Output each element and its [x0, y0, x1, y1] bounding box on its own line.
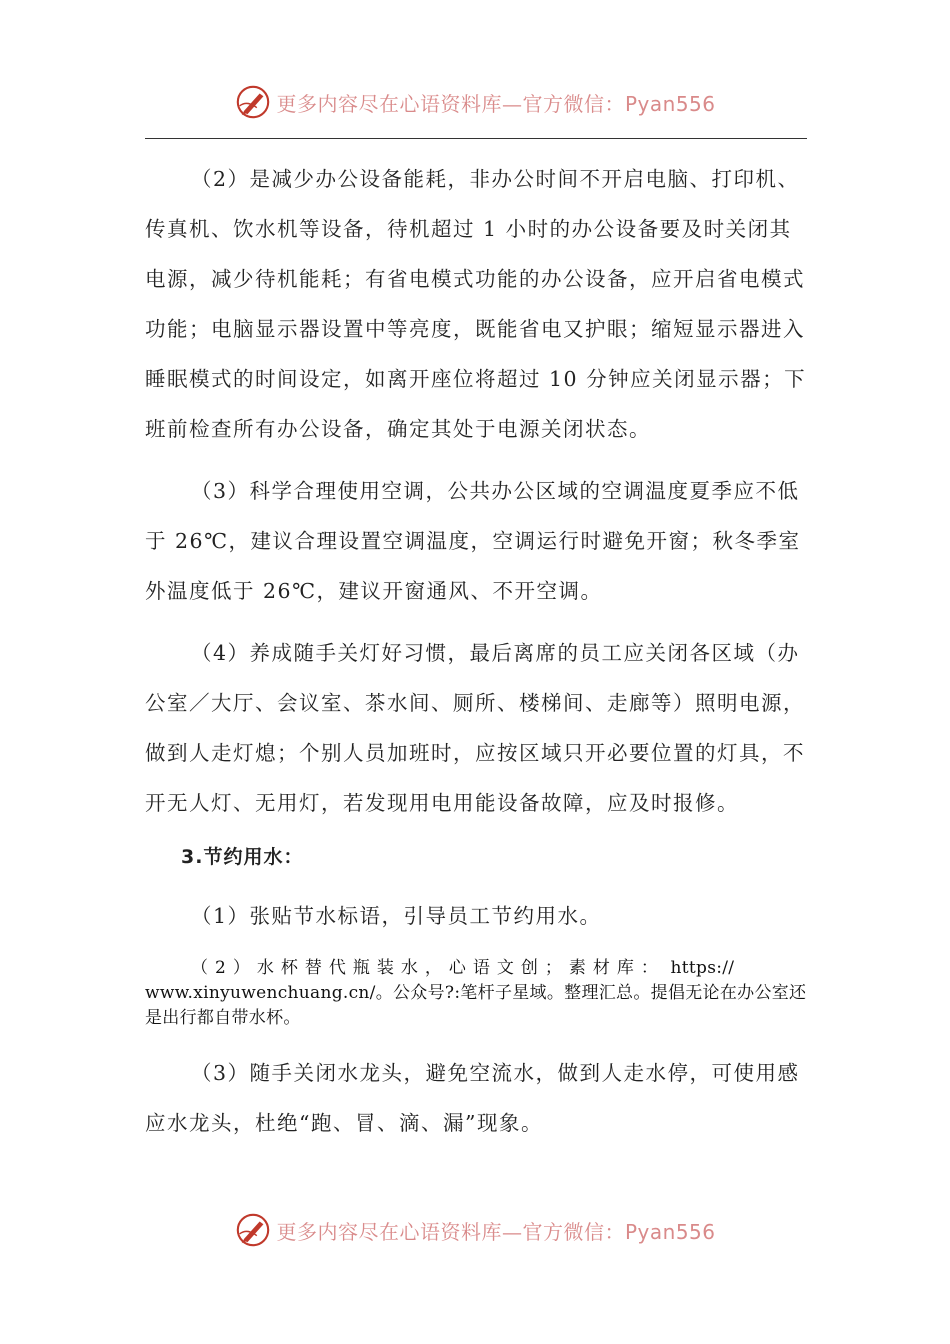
footer-banner [0, 1208, 950, 1252]
paragraph-water-cup: （2）水杯替代瓶装水，心语文创；素材库： https:// www.xinyuwenchuang.cn/。公众号?:笔杆子星域。整理汇总。提倡无论在办公室还是出行都自带水杯。 [145, 958, 807, 1028]
pen-logo-icon [234, 83, 272, 121]
paragraph-water-tap: （3）随手关闭水龙头，避免空流水，做到人走水停，可使用感应水龙头，杜绝“跑、冒、滴、漏”现象。 [145, 1061, 800, 1135]
section-heading-water: 3.节约用水： [181, 846, 304, 868]
paragraph-air-conditioning: （3）科学合理使用空调，公共办公区域的空调温度夏季应不低于 26℃，建议合理设置空调温度，空调运行时避免开窗；秋冬季室外温度低于 26℃，建议开窗通风、不开空调。 [145, 479, 801, 603]
header-banner [0, 80, 950, 124]
header-banner-text: 更多内容尽在心语资料库—官方微信：Pyan556 [276, 91, 716, 116]
paragraph-lighting: （4）养成随手关灯好习惯，最后离席的员工应关闭各区域（办公室／大厅、会议室、茶水间、厕所、楼梯间、走廊等）照明电源，做到人走灯熄；个别人员加班时，应按区域只开必要位置的灯具，不开无人灯、无用灯，若发现用电用能设备故障，应及时报修。 [145, 641, 805, 815]
footer-banner-text: 更多内容尽在心语资料库—官方微信：Pyan556 [276, 1219, 716, 1244]
paragraph-water-slogan: （1）张贴节水标语，引导员工节约用水。 [191, 904, 602, 928]
pen-logo-icon [234, 1211, 272, 1249]
header-divider [145, 138, 807, 139]
paragraph-office-equipment: （2）是减少办公设备能耗，非办公时间不开启电脑、打印机、传真机、饮水机等设备，待机超过 1 小时的办公设备要及时关闭其电源，减少待机能耗；有省电模式功能的办公设备，应开启省电模式功能；电脑显示器设置中等亮度，既能省电又护眼；缩短显示器进入睡眠模式的时间设定，如离开座位将超过 10 分钟应关闭显示器；下班前检查所有办公设备，确定其处于电源关闭状态。 [145, 167, 807, 441]
